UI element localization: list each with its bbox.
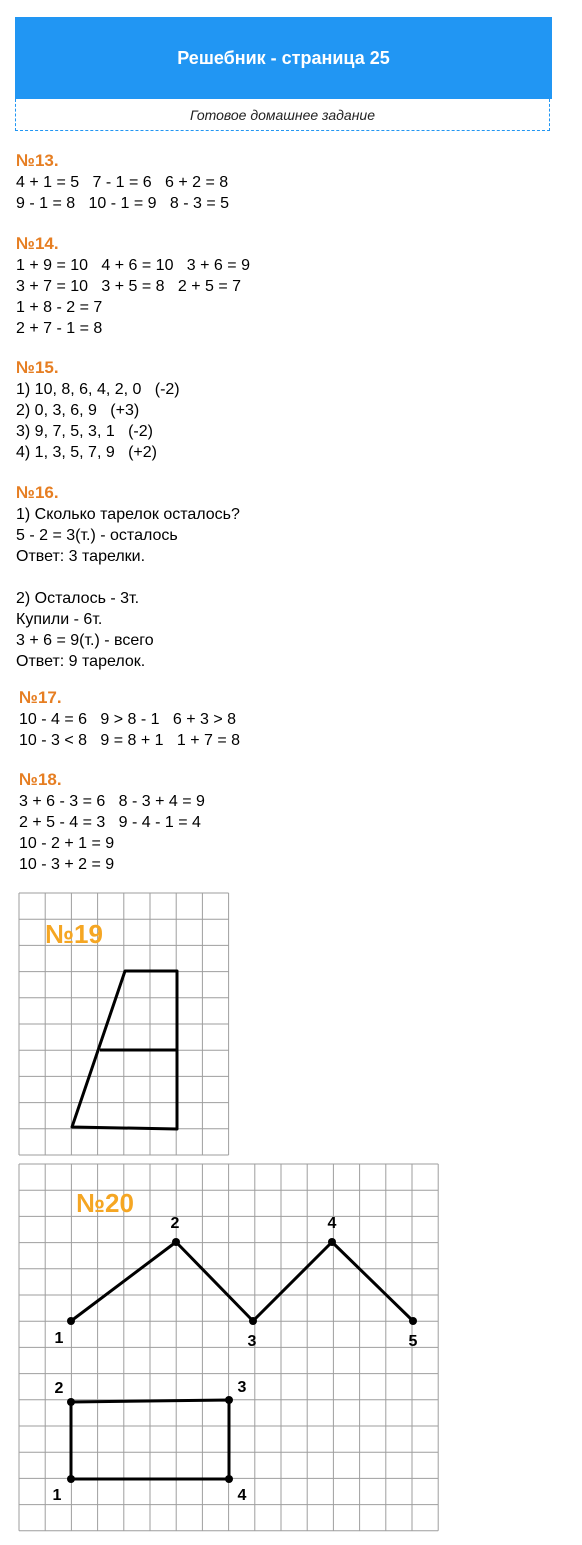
- exercise-line: 9 - 1 = 8 10 - 1 = 9 8 - 3 = 5: [16, 195, 230, 212]
- figure-19-label: №19: [45, 919, 103, 949]
- exercise-line: 4 + 1 = 5 7 - 1 = 6 6 + 2 = 8: [16, 174, 229, 191]
- exercise-line: 10 - 4 = 6 9 > 8 - 1 6 + 3 > 8: [19, 711, 237, 728]
- page-title: Решебник - страница 25: [177, 47, 390, 68]
- exercise-number: №18.: [19, 770, 62, 789]
- zigzag-point-label: 2: [170, 1215, 180, 1232]
- exercise-line: 3) 9, 7, 5, 3, 1 (-2): [16, 423, 153, 440]
- zigzag-point-label: 4: [327, 1215, 337, 1232]
- exercise-line: Ответ: 3 тарелки.: [16, 548, 146, 565]
- exercise-line: 3 + 6 - 3 = 6 8 - 3 + 4 = 9: [19, 793, 205, 810]
- exercise-number: №13.: [16, 151, 59, 170]
- rectangle-corner-label: 1: [52, 1487, 62, 1504]
- exercise-line: 2) 0, 3, 6, 9 (+3): [16, 402, 140, 419]
- zigzag-line: [71, 1242, 413, 1321]
- zigzag-point-label: 3: [247, 1333, 257, 1350]
- zigzag-point-label: 5: [408, 1333, 418, 1350]
- exercise-line: 2 + 5 - 4 = 3 9 - 4 - 1 = 4: [19, 814, 201, 831]
- exercise-line: 1) Сколько тарелок осталось?: [16, 506, 240, 523]
- exercise-line: Купили - 6т.: [16, 611, 103, 628]
- rectangle-corner: [67, 1398, 75, 1406]
- exercise-line: 2 + 7 - 1 = 8: [16, 320, 103, 337]
- zigzag-point: [328, 1238, 336, 1246]
- exercise-line: 4) 1, 3, 5, 7, 9 (+2): [16, 444, 157, 461]
- rectangle-corner: [225, 1475, 233, 1483]
- rectangle-corner: [225, 1396, 233, 1404]
- rectangle-corner-label: 4: [237, 1487, 247, 1504]
- figure-19: [19, 893, 229, 1155]
- exercise-line: 10 - 2 + 1 = 9: [19, 835, 115, 852]
- exercise-number: №15.: [16, 358, 59, 377]
- figure-20-label: №20: [76, 1188, 134, 1218]
- exercise-line: Ответ: 9 тарелок.: [16, 653, 146, 670]
- exercise-line: 1) 10, 8, 6, 4, 2, 0 (-2): [16, 381, 180, 398]
- exercise-line: 10 - 3 + 2 = 9: [19, 856, 115, 873]
- rectangle-corner-label: 3: [237, 1379, 247, 1396]
- exercise-line: 3 + 7 = 10 3 + 5 = 8 2 + 5 = 7: [16, 278, 242, 295]
- rectangle-corner: [67, 1475, 75, 1483]
- exercise-line: 10 - 3 < 8 9 = 8 + 1 1 + 7 = 8: [19, 732, 241, 749]
- page-subtitle: Готовое домашнее задание: [15, 99, 550, 131]
- zigzag-point: [249, 1317, 257, 1325]
- exercise-number: №16.: [16, 483, 59, 502]
- rectangle-corner-label: 2: [54, 1380, 64, 1397]
- exercise-line: 1 + 8 - 2 = 7: [16, 299, 103, 316]
- exercise-number: №14.: [16, 234, 59, 253]
- zigzag-point: [172, 1238, 180, 1246]
- exercise-number: №17.: [19, 688, 62, 707]
- zigzag-point: [409, 1317, 417, 1325]
- figure-20: [19, 1164, 438, 1531]
- exercise-line: 1 + 9 = 10 4 + 6 = 10 3 + 6 = 9: [16, 257, 250, 274]
- exercise-line: 3 + 6 = 9(т.) - всего: [16, 632, 154, 649]
- zigzag-point-label: 1: [54, 1330, 64, 1347]
- exercise-line: 5 - 2 = 3(т.) - осталось: [16, 527, 178, 544]
- exercise-line: 2) Осталось - 3т.: [16, 590, 140, 607]
- zigzag-point: [67, 1317, 75, 1325]
